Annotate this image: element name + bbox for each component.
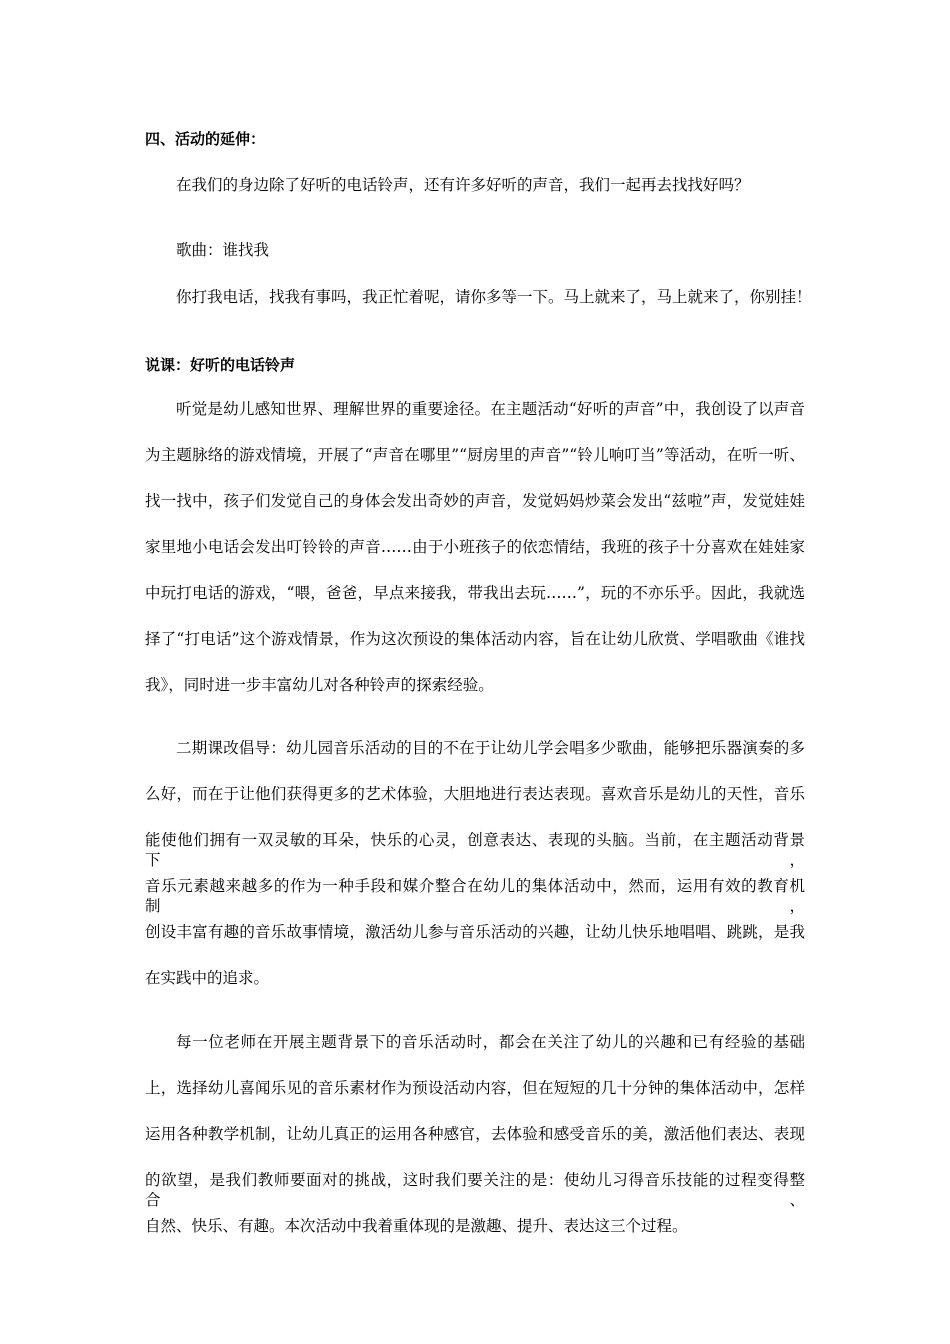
paragraph-line: 运用各种教学机制，让幼儿真正的运用各种感官，去体验和感受音乐的美，激活他们表达、表现 <box>145 1125 805 1143</box>
song-lyrics: 你打我电话，找我有事吗，我正忙着呢，请你多等一下。马上就来了，马上就来了，你别挂！ <box>176 288 812 306</box>
paragraph-line: 择了“打电话”这个游戏情景，作为这次预设的集体活动内容，旨在让幼儿欣赏、学唱歌曲《谁找 <box>145 630 805 648</box>
paragraph-line: 每一位老师在开展主题背景下的音乐活动时，都会在关注了幼儿的兴趣和已有经验的基础 <box>176 1033 805 1051</box>
paragraph-line: 自然、快乐、有趣。本次活动中我着重体现的是激趣、提升、表达这三个过程。 <box>145 1217 688 1235</box>
paragraph-line: 能使他们拥有一双灵敏的耳朵，快乐的心灵，创意表达、表现的头脑。当前，在主题活动背景下， <box>145 831 805 869</box>
paragraph-line: 中玩打电话的游戏，“喂，爸爸，早点来接我，带我出去玩……”，玩的不亦乐乎。因此，我就选 <box>145 584 805 602</box>
song-title: 歌曲：谁找我 <box>176 241 270 259</box>
paragraph-line: 找一找中，孩子们发觉自己的身体会发出奇妙的声音，发觉妈妈炒菜会发出“兹啦”声，发觉娃娃 <box>145 492 805 510</box>
paragraph-line: 我》，同时进一步丰富幼儿对各种铃声的探索经验。 <box>145 676 494 694</box>
paragraph-line: 家里地小电话会发出叮铃铃的声音……由于小班孩子的依恋情结，我班的孩子十分喜欢在娃娃家 <box>145 538 805 556</box>
paragraph-line: 音乐元素越来越多的作为一种手段和媒介整合在幼儿的集体活动中，然而，运用有效的教育机制， <box>145 877 805 915</box>
paragraph-line: 听觉是幼儿感知世界、理解世界的重要途径。在主题活动“好听的声音”中，我创设了以声音 <box>176 400 805 418</box>
paragraph-line: 上，选择幼儿喜闻乐见的音乐素材作为预设活动内容，但在短短的几十分钟的集体活动中，怎样 <box>145 1079 805 1097</box>
paragraph-line: 在实践中的追求。 <box>145 969 270 987</box>
paragraph-line: 为主题脉络的游戏情境，开展了“声音在哪里”“厨房里的声音”“铃儿响叮当”等活动，在听一听、 <box>145 446 805 464</box>
paragraph-line: 创设丰富有趣的音乐故事情境，激活幼儿参与音乐活动的兴趣，让幼儿快乐地唱唱、跳跳，是我 <box>145 923 805 941</box>
extension-text: 在我们的身边除了好听的电话铃声，还有许多好听的声音，我们一起再去找找好吗？ <box>176 176 750 194</box>
paragraph-line: 二期课改倡导：幼儿园音乐活动的目的不在于让幼儿学会唱多少歌曲，能够把乐器演奏的多 <box>176 739 805 757</box>
paragraph-line: 的欲望，是我们教师要面对的挑战，这时我们要关注的是：使幼儿习得音乐技能的过程变得整合、 <box>145 1171 805 1209</box>
paragraph-line: 么好，而在于让他们获得更多的艺术体验，大胆地进行表达表现。喜欢音乐是幼儿的天性，音乐 <box>145 785 805 803</box>
extension-heading: 四、活动的延伸： <box>145 130 266 148</box>
talk-heading: 说课：好听的电话铃声 <box>145 356 296 374</box>
